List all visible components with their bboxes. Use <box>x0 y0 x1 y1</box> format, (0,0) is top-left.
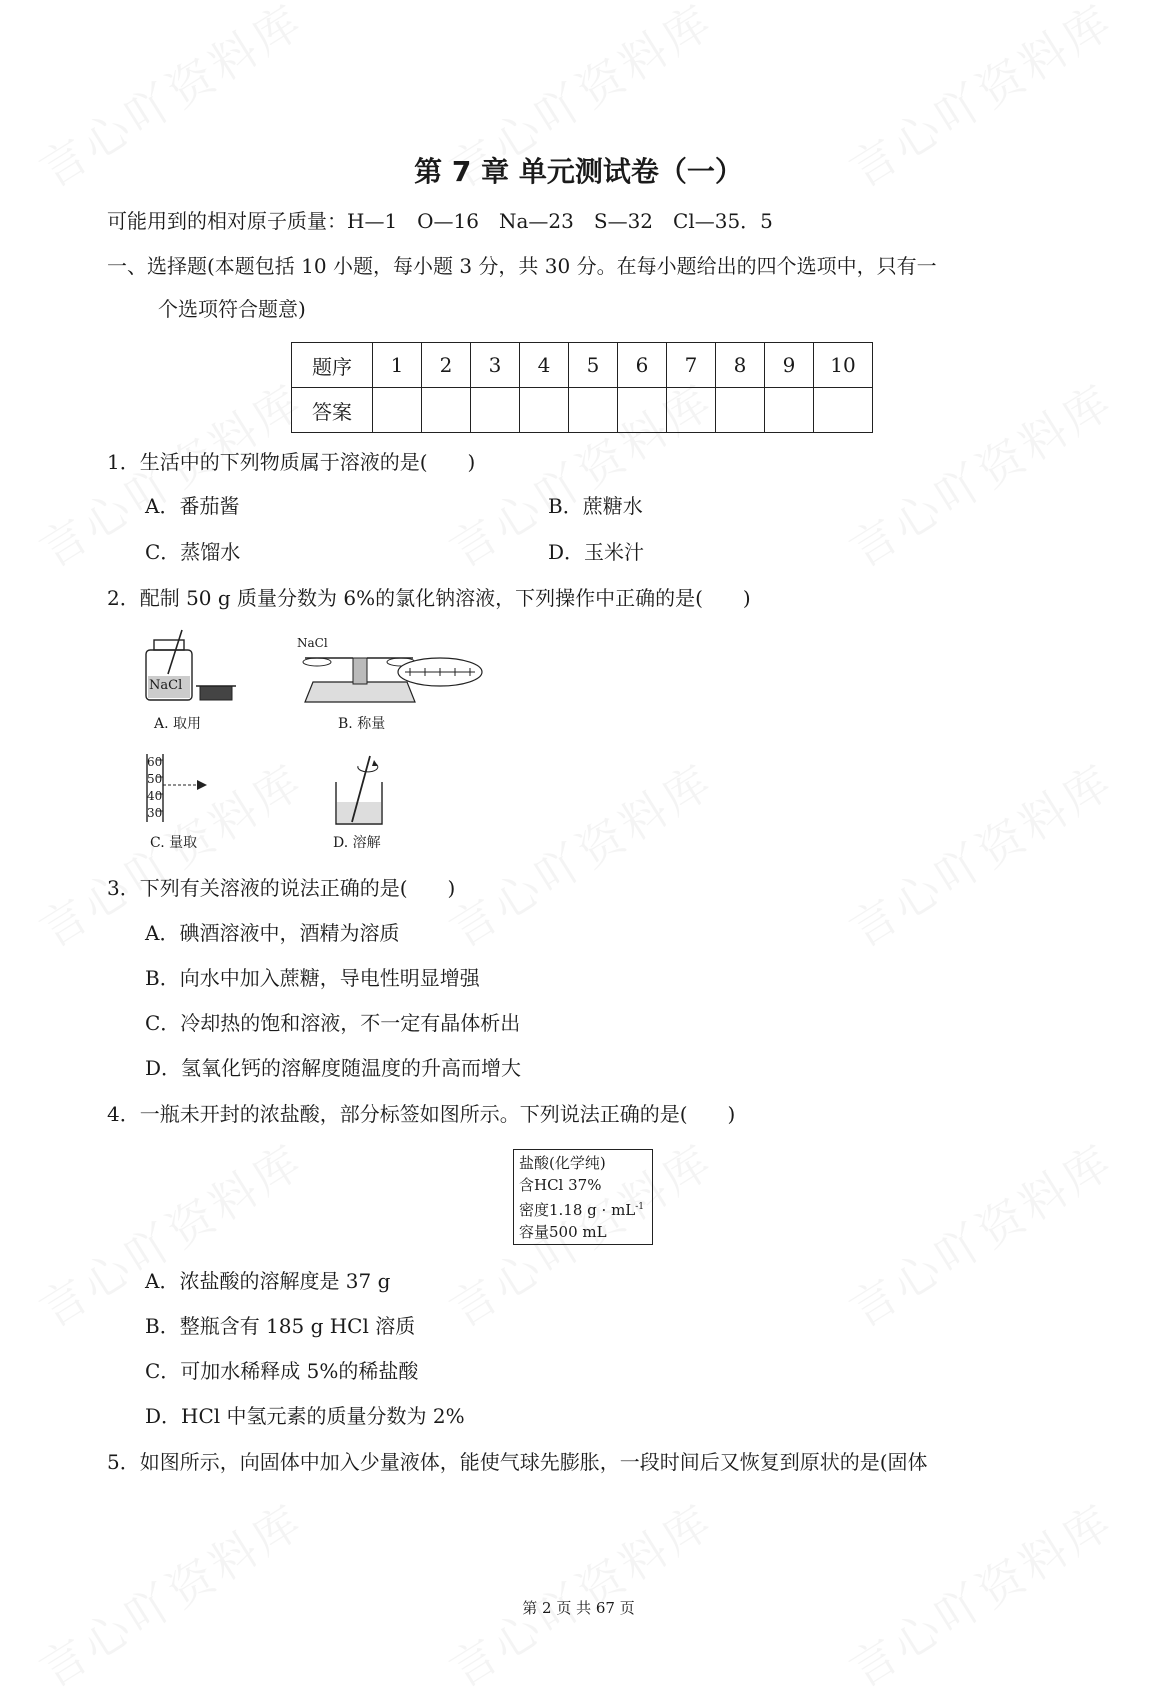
acid-bottle-label <box>513 1149 653 1245</box>
fig-a-reagent-bottle <box>140 628 240 708</box>
q2-stem: 2．配制 50 g 质量分数为 6%的氯化钠溶液，下列操作中正确的是( ) <box>107 586 751 610</box>
table-number: 2 <box>422 343 471 388</box>
q1-option-d: D．玉米汁 <box>548 540 645 564</box>
label-line: 容量500 mL <box>519 1223 607 1241</box>
section-heading-cont: 个选项符合题意) <box>158 297 306 321</box>
q5-stem: 5．如图所示，向固体中加入少量液体，能使气球先膨胀，一段时间后又恢复到原状的是(固体 <box>107 1450 928 1474</box>
label-line: 含HCl 37% <box>519 1176 602 1194</box>
q1-option-a: A．番茄酱 <box>145 494 240 518</box>
q1-stem: 1．生活中的下列物质属于溶液的是( ) <box>107 450 476 474</box>
answer-cell[interactable] <box>520 388 569 433</box>
fig-c-caption: C. 量取 <box>150 835 198 851</box>
q1-option-b: B．蔗糖水 <box>548 494 643 518</box>
fig-c-ticks <box>147 754 162 822</box>
table-number: 4 <box>520 343 569 388</box>
fig-d-beaker <box>330 752 390 828</box>
table-header-label: 题序 <box>292 343 373 388</box>
watermark <box>835 366 1124 581</box>
answer-cell[interactable] <box>569 388 618 433</box>
table-answer-row <box>292 388 873 433</box>
fig-a-caption: A. 取用 <box>154 716 202 732</box>
fig-c-tick: 30 <box>147 806 163 820</box>
section-heading: 一、选择题(本题包括 10 小题，每小题 3 分，共 30 分。在每小题给出的四个选项中，只有一 <box>107 254 937 278</box>
table-number: 3 <box>471 343 520 388</box>
answer-cell[interactable] <box>618 388 667 433</box>
page-title: 第 7 章 单元测试卷（一） <box>414 155 743 188</box>
fig-c-tick: 50 <box>147 772 163 786</box>
q3-option-b: B．向水中加入蔗糖，导电性明显增强 <box>145 966 480 990</box>
answer-cell[interactable] <box>667 388 716 433</box>
table-number: 7 <box>667 343 716 388</box>
watermark <box>835 1486 1124 1700</box>
fig-c-tick: 60 <box>147 755 163 769</box>
watermark <box>25 1126 314 1341</box>
answer-cell[interactable] <box>716 388 765 433</box>
answer-cell[interactable] <box>765 388 814 433</box>
watermark <box>25 1486 314 1700</box>
page-footer: 第 2 页 共 67 页 <box>522 1599 635 1617</box>
q4-option-b: B．整瓶含有 185 g HCl 溶质 <box>145 1314 416 1338</box>
q3-option-c: C．冷却热的饱和溶液，不一定有晶体析出 <box>145 1011 521 1035</box>
answer-cell[interactable] <box>373 388 422 433</box>
fig-a-label: NaCl <box>149 678 183 693</box>
label-line: 盐酸(化学纯) <box>519 1154 606 1172</box>
q4-option-c: C．可加水稀释成 5%的稀盐酸 <box>145 1359 419 1383</box>
atomic-masses: 可能用到的相对原子质量：H—1 O—16 Na—23 S—32 Cl—35．5 <box>107 209 773 233</box>
label-line: 密度1.18 $g \cdot mL^{-1}$ <box>519 1201 645 1219</box>
table-number: 6 <box>618 343 667 388</box>
watermark <box>435 1486 724 1700</box>
table-answer-label: 答案 <box>292 388 373 433</box>
watermark <box>835 746 1124 961</box>
fig-b-caption: B. 称量 <box>338 716 386 732</box>
q3-option-a: A．碘酒溶液中，酒精为溶质 <box>145 921 400 945</box>
answer-cell[interactable] <box>471 388 520 433</box>
table-number: 8 <box>716 343 765 388</box>
answer-cell[interactable] <box>422 388 471 433</box>
q4-stem: 4．一瓶未开封的浓盐酸，部分标签如图所示。下列说法正确的是( ) <box>107 1102 736 1126</box>
table-header-row <box>292 343 873 388</box>
fig-d-caption: D. 溶解 <box>333 835 381 851</box>
q4-option-d: D．HCl 中氢元素的质量分数为 2% <box>145 1404 465 1428</box>
q3-stem: 3．下列有关溶液的说法正确的是( ) <box>107 876 456 900</box>
table-number: 5 <box>569 343 618 388</box>
table-number: 9 <box>765 343 814 388</box>
watermark <box>835 1126 1124 1341</box>
table-number: 1 <box>373 343 422 388</box>
answer-table <box>291 342 873 433</box>
q3-option-d: D．氢氧化钙的溶解度随温度的升高而增大 <box>145 1056 522 1080</box>
fig-b-label: NaCl <box>297 636 328 650</box>
fig-c-tick: 40 <box>147 789 163 803</box>
watermark <box>435 746 724 961</box>
q4-option-a: A．浓盐酸的溶解度是 37 g <box>145 1269 391 1293</box>
q1-option-c: C．蒸馏水 <box>145 540 241 564</box>
table-number: 10 <box>814 343 873 388</box>
answer-cell[interactable] <box>814 388 873 433</box>
